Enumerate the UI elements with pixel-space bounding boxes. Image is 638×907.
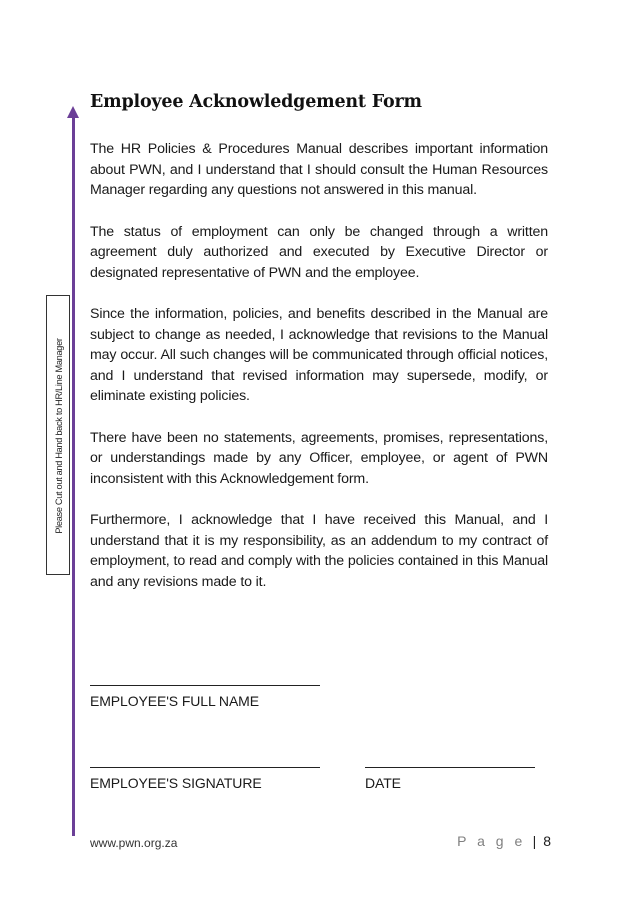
paragraph-statements: There have been no statements, agreements, promises, representations, or understandings made by any Officer, employee, or agent of PWN inconsistent with this Acknowledgement form. [90,429,548,487]
full-name-line[interactable] [90,685,320,686]
signature-line[interactable] [90,767,320,768]
paragraph-employment-status: The status of employment can only be changed through a written agreement duly authorized and executed by Executive Director or designated representative of PWN and the employee. [90,223,548,281]
cut-out-note: Please Cut out and Hand back to HR/Line Manager [54,338,64,534]
page-number: 8 [543,833,551,849]
full-name-label: EMPLOYEE'S FULL NAME [90,693,259,709]
date-line[interactable] [365,767,535,768]
date-label: DATE [365,775,401,791]
paragraph-revisions: Since the information, policies, and benefits described in the Manual are subject to change as needed, I acknowledge that revisions to the Manual may occur. All such changes will be communicated through official notices, and I understand that revised information may supersede, modify, or eliminate existing policies. [90,306,548,404]
arrow-up-icon [67,106,79,118]
page-word: P a g e [457,833,526,849]
form-body [90,139,548,613]
page-number-block [457,833,551,849]
page-separator: | [532,833,537,849]
paragraph-manual: The HR Policies & Procedures Manual describes important information about PWN, and I understand that I should consult the Human Resources Manager regarding any questions not answered in this manual. [90,141,548,198]
signature-label: EMPLOYEE'S SIGNATURE [90,775,262,791]
page-title: Employee Acknowledgement Form [90,92,422,112]
paragraph-acknowledgement: Furthermore, I acknowledge that I have received this Manual, and I understand that it is my responsibility, as an addendum to my contract of employment, to read and comply with the policies contained in this Manual and any revisions made to it. [90,512,548,590]
vertical-arrow-line [72,116,75,836]
footer-url[interactable]: www.pwn.org.za [90,836,178,850]
